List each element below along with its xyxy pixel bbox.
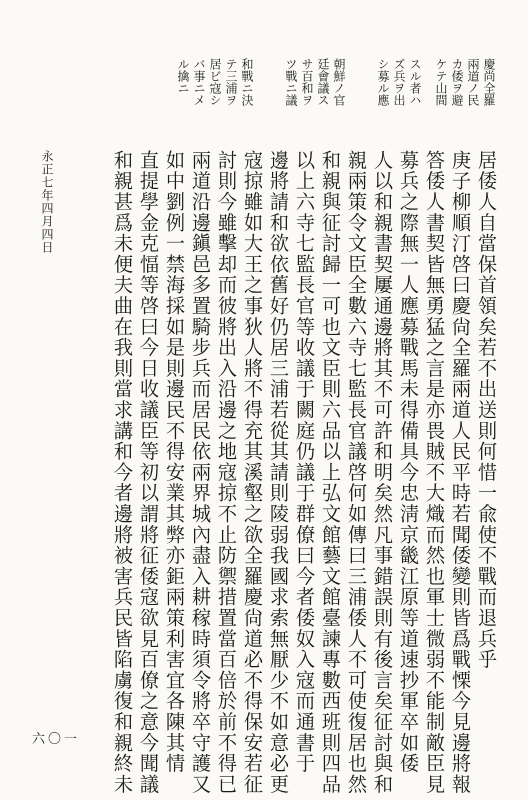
annotation-line: 慶尚全羅 [482, 58, 496, 106]
text-column: 親兩策令文臣全數六寺七監長官議啓何如傳曰三浦倭人不可使復居也然 [345, 150, 368, 795]
text-column: 庚子柳順汀啓曰慶尙全羅兩道人民平時若聞倭變則皆爲戰慄今見邊將報 [449, 150, 472, 795]
text-column: 募兵之際無一人應募戰馬未得備具今忠淸京畿江原等道速抄軍卒如倭 [397, 150, 420, 774]
text-column: 人以和親書契屢通邊將其不可許和明矣然凡事錯誤則有後言矣征討與和 [371, 150, 394, 795]
text-column: 討則今雖擊却而彼將出入沿邊之地寇掠不止防禦措置當百倍於前不得已 [215, 150, 238, 795]
annotation-line: テ三浦ヲ [224, 58, 238, 106]
annotation-line: サ百和ヲ [300, 58, 314, 106]
text-column: 如中劉例一禁海採如是則邊民不得安業其弊亦鉅兩策利害宜各陳其情 [163, 150, 186, 774]
text-column: 和親甚爲未便夫曲在我則當求講和今者邊將被害兵民皆陷虜復和親終未 [111, 150, 134, 795]
annotation-line: スル者ハ [408, 58, 422, 106]
annotation-line: ケテ山間 [434, 58, 448, 106]
page-number: 六〇一 [32, 732, 81, 747]
annotation-line: 居ビ寇シ [208, 58, 222, 106]
text-column: 邊將請和欲依舊好仍居三浦若從其請則陵弱我國求索無厭少不如意必更 [267, 150, 290, 795]
text-column: 和親與征討歸一可也文臣則六品以上弘文館藝文館臺諫專數西班則四品 [319, 150, 342, 795]
text-column: 直提學金克愊等啓曰今日收議臣等初以謂將征倭寇欲見百僚之意今聞議 [137, 150, 160, 795]
annotation-line: ツ戰ニ議 [284, 58, 298, 106]
annotation-line: バ事ニメ [192, 58, 206, 106]
annotation-line: ズ兵ヲ出 [392, 58, 406, 106]
text-column: 兩道沿邊鎭邑多置騎步兵而居民依兩界城內盡入耕稼時須令將卒守護又 [189, 150, 212, 795]
side-date: 永正七年四月四日 [40, 150, 54, 254]
text-column: 居倭人自當保首領矣若不出送則何惜一兪使不戰而退兵乎 [475, 150, 498, 670]
annotation-line: シ募ル應 [376, 58, 390, 106]
annotation-line: 廷會議ス [316, 58, 330, 106]
text-column: 以上六寺七監長官等收議于闕庭仍議于群僚曰今者倭奴入寇而通書于 [293, 150, 316, 774]
annotation-line: 兩道ノ民 [466, 58, 480, 106]
annotation-line: ル擒ニ [176, 58, 190, 94]
annotation-line: カ倭ヲ避 [450, 58, 464, 106]
text-column: 答倭人書契皆無勇猛之言是亦畏賊不大熾而然也軍士微弱不能制敵臣見 [423, 150, 446, 795]
annotation-line: 和戰ニ決 [240, 58, 254, 106]
text-column: 寇掠雖如大王之事狄人將不得充其溪壑之欲全羅慶尙道必不得保安若征 [241, 150, 264, 795]
annotation-line: 朝鮮ノ官 [332, 58, 346, 106]
